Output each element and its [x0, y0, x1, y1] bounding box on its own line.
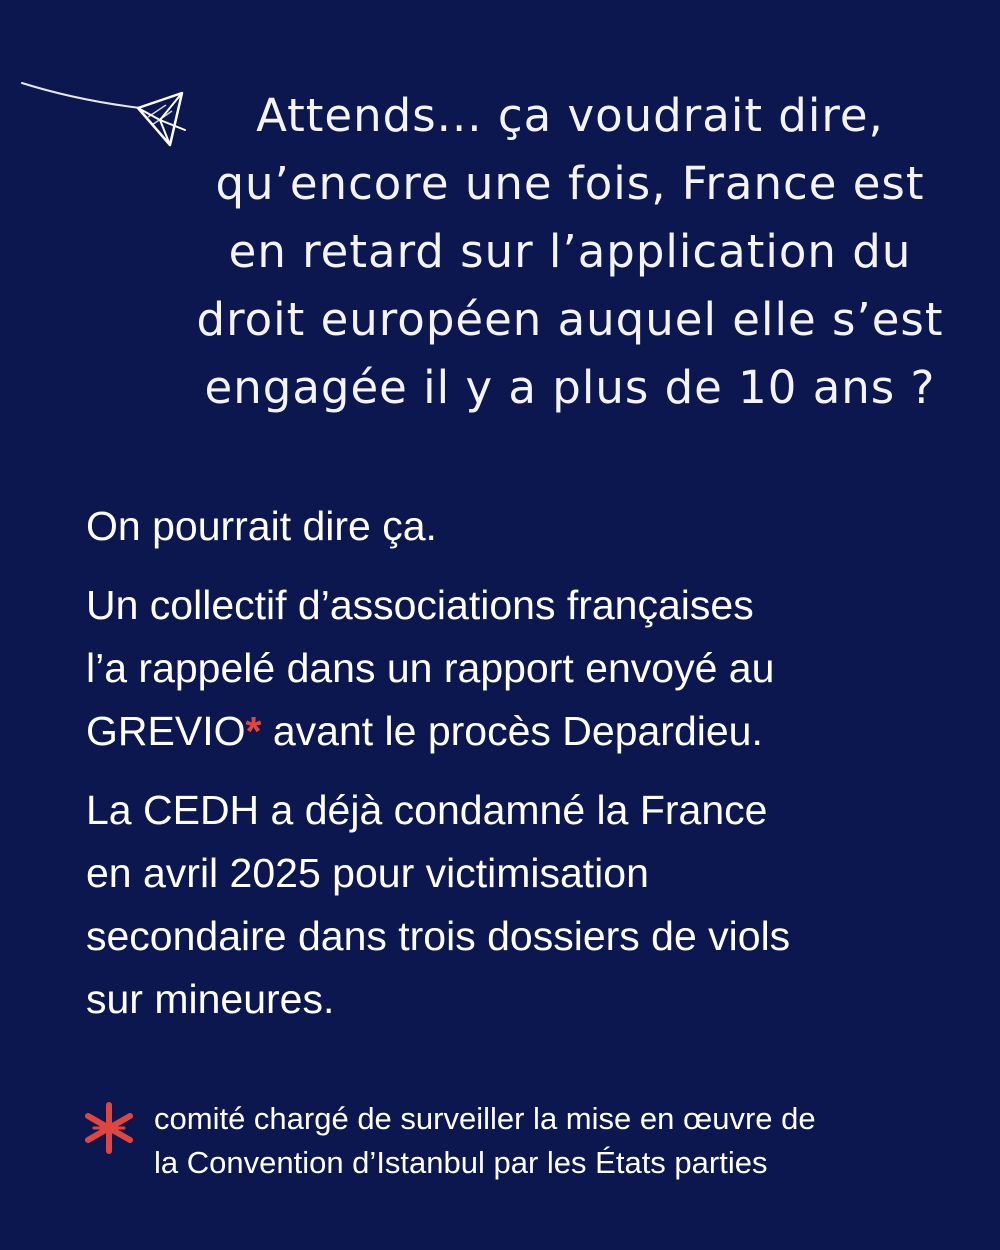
quote-line: qu’encore une fois, France est [215, 157, 925, 210]
asterisk-icon [82, 1101, 136, 1155]
quote-line: engagée il y a plus de 10 ans ? [204, 361, 936, 414]
paper-plane-icon [20, 75, 195, 160]
paragraph-answer [86, 495, 946, 558]
cedh-line: sur mineures. [86, 976, 335, 1022]
paragraph-cedh [86, 779, 946, 1031]
cedh-line: La CEDH a déjà condamné la France [86, 787, 768, 833]
grevio-term: GREVIO [86, 708, 246, 754]
quote-line: en retard sur l’application du [228, 225, 912, 278]
footnote-line: comité chargé de surveiller la mise en œuvre de [154, 1101, 816, 1136]
report-line: l’a rappelé dans un rapport envoyé au [86, 645, 775, 691]
body-text [86, 495, 946, 1047]
report-line-last [86, 700, 946, 763]
paragraph-report [86, 574, 946, 763]
footnote-text [154, 1097, 964, 1185]
footnote-marker: * [245, 708, 262, 754]
report-line-end: avant le procès Depardieu. [261, 708, 763, 754]
quote-line: Attends... ça voudrait dire, [256, 89, 884, 142]
footnote-line: la Convention d’Istanbul par les États parties [154, 1145, 768, 1180]
answer-line: On pourrait dire ça. [86, 503, 437, 549]
report-line: Un collectif d’associations françaises [86, 582, 754, 628]
cedh-line: en avril 2025 pour victimisation [86, 850, 649, 896]
cedh-line: secondaire dans trois dossiers de viols [86, 913, 791, 959]
quote-block [180, 82, 960, 422]
quote-line: droit européen auquel elle s’est [196, 293, 944, 346]
